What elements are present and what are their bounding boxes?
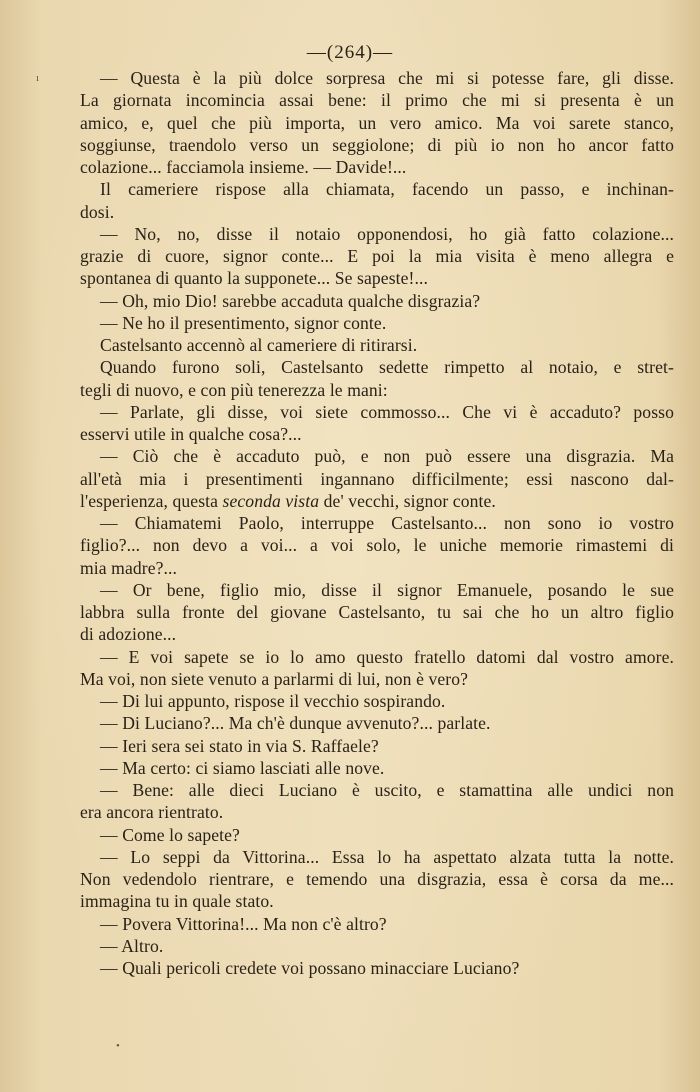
text-line: dosi. [80,201,115,222]
text-line: mia madre?... [80,557,178,578]
text-line: soggiunse, traendolo verso un seggiolone; di più io non ho ancor fatto [80,134,674,155]
text-line: — Di Luciano?... Ma ch'è dunque avvenuto?... parlate. [100,713,491,734]
text-line: — Oh, mio Dio! sarebbe accaduta qualche disgrazia? [100,290,481,311]
text-line: tegli di nuovo, e con più tenerezza le mani: [80,379,388,400]
text-line: — Quali pericoli credete voi possano minacciare Luciano? [100,958,520,978]
text-line: — Bene: alle dieci Luciano è uscito, e stamattina alle undici non [100,780,674,800]
text-line: Non vedendolo rientrare, e temendo una disgrazia, essa è corsa da me... [80,869,674,889]
text-line: grazie di cuore, signor conte... E poi la mia visita è meno allegra e [80,246,674,266]
margin-mark: • [116,1040,120,1052]
text-line: — Ne ho il presentimento, signor conte. [100,312,387,333]
body-text [80,67,674,979]
text-line [80,490,674,512]
text-line: Ma voi, non siete venuto a parlarmi di lui, non è vero? [80,668,469,689]
text-line: — E voi sapete se io lo amo questo fratello datomi dal vostro amore. [100,646,674,667]
text-line: — Ieri sera sei stato in via S. Raffaele? [100,735,379,756]
text-line: amico, e, quel che più importa, un vero amico. Ma voi sarete stanco, [80,112,674,133]
text-line: — Chiamatemi Paolo, interruppe Castelsanto... non sono io vostro [100,513,674,533]
text-line: — Lo seppi da Vittorina... Essa lo ha aspettato alzata tutta la notte. [100,846,674,867]
text-line: spontanea di quanto la supponete... Se sapeste!... [80,268,428,289]
text-line: — Come lo sapete? [100,824,240,845]
text-line: — Questa è la più dolce sorpresa che mi si potesse fare, gli disse. [100,68,674,88]
text-line: Castelsanto accennò al cameriere di ritirarsi. [100,335,418,355]
text-line: labbra sulla fronte del giovane Castelsanto, tu sai che ho un altro figlio [80,602,674,622]
text-line: — Ma certo: ci siamo lasciati alle nove. [100,757,385,778]
text-line: — Altro. [100,935,164,956]
text-segment: de' vecchi, signor conte. [319,490,496,511]
text-line: — Di lui appunto, rispose il vecchio sospirando. [100,691,446,711]
text-line: Il cameriere rispose alla chiamata, facendo un passo, e inchinan- [100,179,674,200]
text-segment: l'esperienza, questa [80,490,223,511]
text-line: — Povera Vittorina!... Ma non c'è altro? [100,913,387,934]
text-line: — Or bene, figlio mio, disse il signor Emanuele, posando le sue [100,579,674,600]
text-line: all'età mia i presentimenti ingannano difficilmente; essi nascono dal- [80,468,674,489]
italic-phrase: seconda vista [222,490,320,511]
text-line: — Parlate, gli disse, voi siete commosso... Che vi è accaduto? posso [100,401,674,422]
text-line: era ancora rientrato. [80,802,224,823]
text-line: di adozione... [80,624,177,645]
text-line: Quando furono soli, Castelsanto sedette rimpetto al notaio, e stret- [100,357,674,378]
text-line: figlio?... non devo a voi... a voi solo, le uniche memorie rimastemi di [80,535,674,556]
text-line: immagina tu in quale stato. [80,891,274,912]
page-number: —(264)— [306,42,394,63]
text-line: esservi utile in qualche cosa?... [80,424,302,444]
text-line: La giornata incomincia assai bene: il primo che mi si presenta è un [80,90,674,111]
margin-mark: ı [36,72,40,84]
text-line: — No, no, disse il notaio opponendosi, ho già fatto colazione... [100,223,674,244]
text-line: — Ciò che è accaduto può, e non può essere una disgrazia. Ma [100,446,674,467]
text-line: colazione... facciamola insieme. — Davide!... [80,157,407,177]
